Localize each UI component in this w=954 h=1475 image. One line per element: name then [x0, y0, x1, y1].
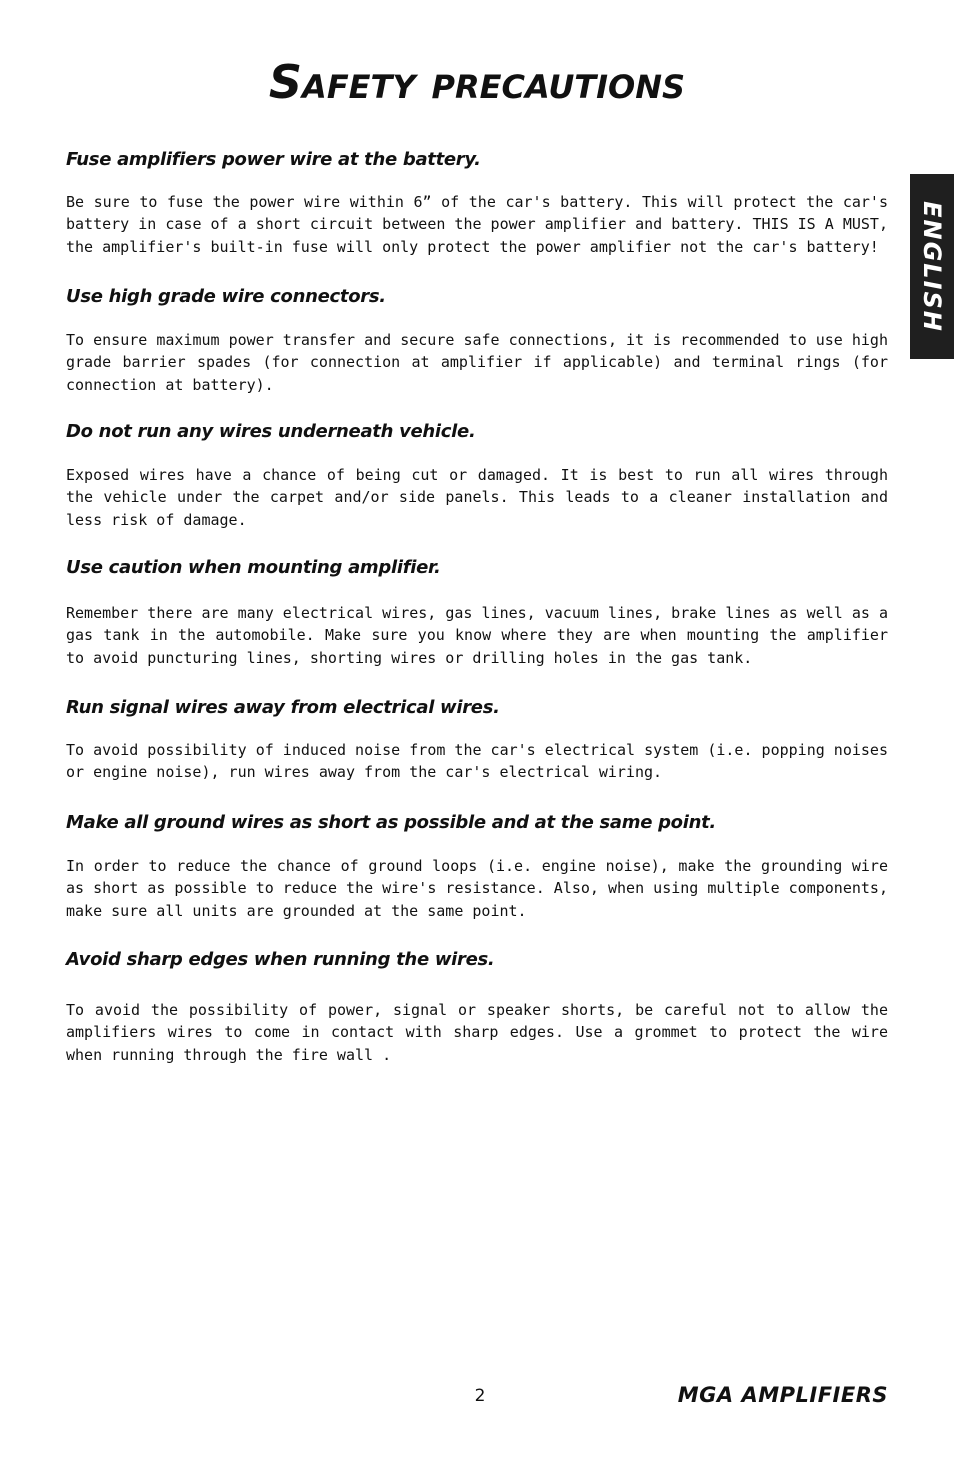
section-body: In order to reduce the chance of ground loops (i.e. engine noise), make the grounding wire as short as possible to reduce the wire's resistance. Also, when using multiple components, make sure all units are grounded at the same point.	[66, 857, 888, 920]
section-fuse-power-wire	[66, 148, 888, 258]
section-body: To avoid possibility of induced noise from the car's electrical system (i.e. popping noises or engine noise), run wires away from the car's electrical wiring.	[66, 741, 888, 782]
section-heading: Use caution when mounting amplifier.	[66, 557, 441, 578]
section-signal-wires	[66, 696, 888, 784]
page-title: Safety precautions	[268, 55, 686, 109]
section-sharp-edges	[66, 948, 888, 1066]
section-heading: Run signal wires away from electrical wires.	[66, 697, 500, 718]
section-wire-connectors	[66, 285, 888, 396]
brand-footer: MGA AMPLIFIERS	[677, 1383, 888, 1407]
page-number: 2	[474, 1386, 486, 1406]
section-body: Remember there are many electrical wires, gas lines, vacuum lines, brake lines as well as a gas tank in the automobile. Make sure you know where they are when mounting the amplifier to avoid puncturing lines, shorting wires or drilling holes in the gas tank.	[66, 604, 888, 667]
section-heading: Avoid sharp edges when running the wires.	[66, 949, 495, 970]
section-body: Be sure to fuse the power wire within 6” of the car's battery. This will protect the car's battery in case of a short circuit between the power amplifier and battery. THIS IS A MUST, the amplifier's built-in fuse will only protect the power amplifier not the car's battery!	[66, 193, 888, 256]
section-mounting-amplifier	[66, 556, 888, 669]
section-heading: Do not run any wires underneath vehicle.	[66, 421, 476, 442]
section-body: To ensure maximum power transfer and secure safe connections, it is recommended to use high grade barrier spades (for connection at amplifier if applicable) and terminal rings (for connection at battery).	[66, 331, 888, 394]
section-body: To avoid the possibility of power, signal or speaker shorts, be careful not to allow the amplifiers wires to come in contact with sharp edges. Use a grommet to protect the wire when running through the fire wall .	[66, 1001, 888, 1064]
section-body: Exposed wires have a chance of being cut or damaged. It is best to run all wires through the vehicle under the carpet and/or side panels. This leads to a cleaner installation and less risk of damage.	[66, 466, 888, 529]
section-heading: Fuse amplifiers power wire at the battery.	[66, 149, 481, 170]
language-tab-label: ENGLISH	[918, 200, 946, 333]
section-heading: Make all ground wires as short as possible and at the same point.	[66, 812, 716, 833]
language-tab	[910, 174, 954, 359]
section-wires-underneath	[66, 420, 888, 531]
section-ground-wires	[66, 811, 888, 922]
section-heading: Use high grade wire connectors.	[66, 286, 386, 307]
